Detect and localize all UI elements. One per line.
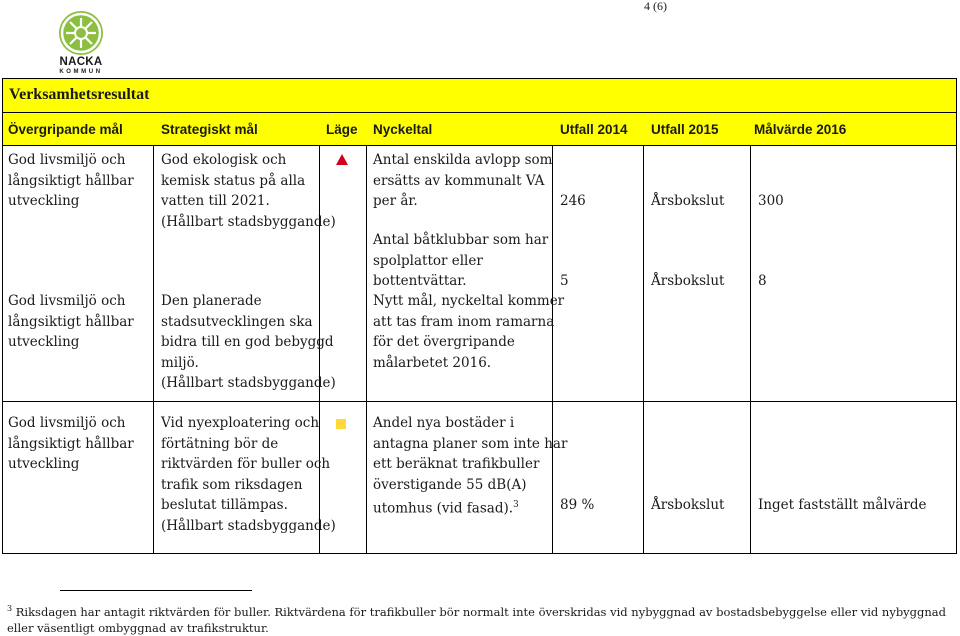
row1-ind1-result-2014: 246 bbox=[560, 193, 586, 209]
page-number: 4 (6) bbox=[644, 0, 667, 13]
row1-ind1-result-2015: Årsbokslut bbox=[651, 193, 725, 209]
footnote-separator bbox=[60, 590, 252, 591]
row1-ind2-target-2016: 8 bbox=[758, 273, 767, 289]
row1-ind2-result-2015: Årsbokslut bbox=[651, 273, 725, 289]
row3-target-2016: Inget fastställt målvärde bbox=[758, 497, 927, 513]
status-yellow-square-icon bbox=[336, 419, 346, 429]
row3-overall-goal: God livsmiljö och långsiktigt hållbar utveckling bbox=[8, 415, 134, 472]
col-header-result-2015: Utfall 2015 bbox=[651, 122, 719, 137]
row1-ind2-result-2014: 5 bbox=[560, 273, 569, 289]
logo-name: NACKA bbox=[59, 56, 103, 68]
row2-strategic-goal: Den planerade stadsutvecklingen ska bidra till en god bebyggd miljö. (Hållbart stadsbyggande) bbox=[161, 293, 336, 391]
col-header-strategic-goal: Strategiskt mål bbox=[161, 122, 258, 137]
logo-subtitle: KOMMUN bbox=[59, 69, 103, 75]
col-header-result-2014: Utfall 2014 bbox=[560, 122, 628, 137]
section-title: Verksamhetsresultat bbox=[2, 78, 957, 113]
row3-result-2014: 89 % bbox=[560, 497, 595, 513]
col-header-overall-goal: Övergripande mål bbox=[8, 122, 123, 137]
results-table bbox=[2, 146, 957, 554]
col-header-status: Läge bbox=[326, 122, 358, 137]
row1-overall-goal: God livsmiljö och långsiktigt hållbar utveckling bbox=[8, 152, 134, 209]
row2-overall-goal: God livsmiljö och långsiktigt hållbar utveckling bbox=[8, 293, 134, 350]
footnote-ref: 3 bbox=[513, 500, 519, 510]
row3-strategic-goal: Vid nyexploatering och förtätning bör de riktvärden för buller och trafik som riksdagen beslutat tillämpas. (Hållbart stadsbyggande) bbox=[161, 415, 336, 534]
row1-ind1-target-2016: 300 bbox=[758, 193, 784, 209]
footnote-text: Riksdagen har antagit riktvärden för buller. Riktvärdena för trafikbuller bör normalt inte överskridas vid nybyggnad av bostadsbebyggelse eller vid nybyggnad eller väsentligt ombyggnad av trafikstruktur. bbox=[7, 604, 947, 635]
table-header bbox=[2, 113, 957, 146]
status-red-triangle-icon bbox=[336, 154, 348, 165]
logo-emblem-icon bbox=[52, 10, 110, 56]
footnote-number: 3 bbox=[7, 604, 13, 613]
row3-result-2015: Årsbokslut bbox=[651, 497, 725, 513]
col-header-target-2016: Målvärde 2016 bbox=[754, 122, 847, 137]
row3-indicator: Andel nya bostäder i antagna planer som inte har ett beräknat trafikbuller överstigande 55 dB(A) utomhus (vid fasad).$^3$ bbox=[373, 415, 568, 517]
row1-strategic-goal: God ekologisk och kemisk status på alla vatten till 2021. (Hållbart stadsbyggande) bbox=[161, 152, 336, 230]
nacka-kommun-logo bbox=[52, 10, 110, 78]
row2-indicator: Nytt mål, nyckeltal kommer att tas fram inom ramarna för det övergripande målarbetet 2016. bbox=[373, 293, 565, 371]
row1-indicator-2: Antal båtklubbar som har spolplattor eller bottentvättar. bbox=[373, 232, 549, 289]
row1-indicator-1: Antal enskilda avlopp som ersätts av kommunalt VA per år. bbox=[373, 152, 553, 209]
col-header-indicator: Nyckeltal bbox=[373, 122, 433, 137]
footnote bbox=[7, 601, 952, 636]
